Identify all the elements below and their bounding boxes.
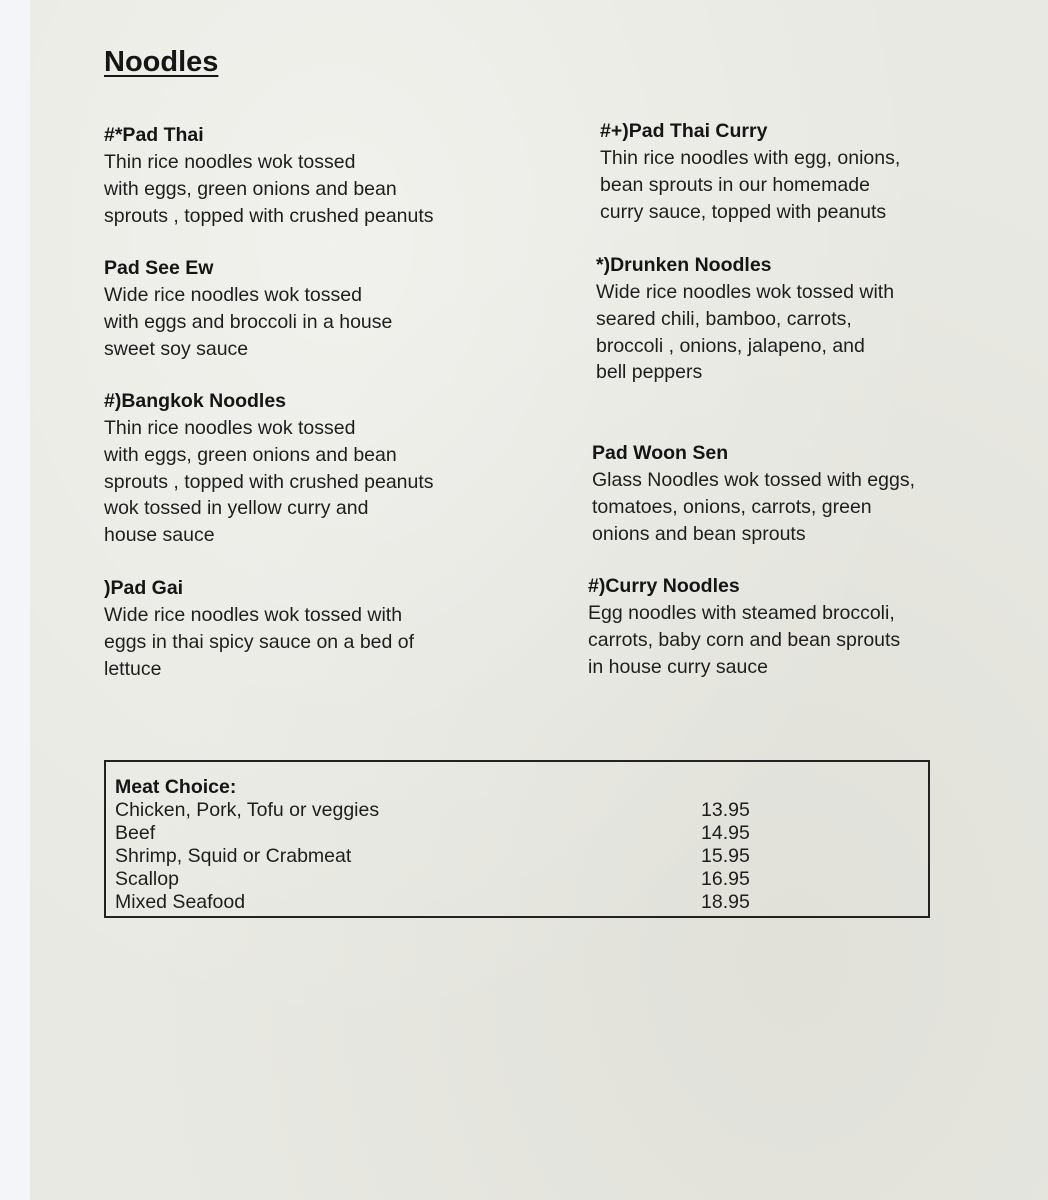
meat-option-name: Chicken, Pork, Tofu or veggies [115,799,380,821]
menu-item-description: Wide rice noodles wok tossed with seared chili, bamboo, carrots, broccoli , onions, jalapeno, and bell peppers [596,281,895,384]
menu-item-curry-noodles [588,573,968,680]
menu-item-name: )Pad Gai [104,577,184,599]
menu-item-description: Wide rice noodles wok tossed with eggs in thai spicy sauce on a bed of lettuce [104,604,415,680]
meat-option-name: Beef [115,822,156,844]
menu-item-drunken-noodles [596,252,976,386]
meat-choice-row [115,845,925,868]
menu-page [30,0,1048,1200]
meat-choice-row [115,868,925,891]
menu-item-description: Wide rice noodles wok tossed with eggs and broccoli in a house sweet soy sauce [104,284,393,360]
meat-option-price: 13.95 [701,799,750,821]
meat-option-price: 14.95 [701,822,750,844]
menu-item-name: #*Pad Thai [104,124,204,146]
menu-item-name: #)Bangkok Noodles [104,390,287,412]
menu-item-name: Pad Woon Sen [592,442,729,464]
meat-choice-box [104,760,930,918]
menu-item-description: Thin rice noodles wok tossed with eggs, green onions and bean sprouts , topped with crushed peanuts [104,151,434,227]
menu-item-pad-woon-sen [592,440,972,547]
page-left-margin [0,0,30,1200]
menu-item-description: Thin rice noodles wok tossed with eggs, green onions and bean sprouts , topped with crushed peanuts wok tossed in yellow curry and house sauce [104,417,434,547]
menu-item-pad-gai [104,575,484,682]
meat-choice-row [115,891,925,914]
meat-option-price: 15.95 [701,845,750,867]
menu-item-description: Egg noodles with steamed broccoli, carrots, baby corn and bean sprouts in house curry sauce [588,602,901,678]
meat-choice-row [115,799,925,822]
menu-item-pad-see-ew [104,255,484,362]
meat-option-name: Mixed Seafood [115,891,246,913]
page-title: Noodles [104,46,219,78]
menu-item-pad-thai-curry [600,118,980,225]
menu-item-name: Pad See Ew [104,257,214,279]
menu-item-pad-thai [104,122,484,229]
menu-item-bangkok-noodles [104,388,484,549]
menu-item-name: #+)Pad Thai Curry [600,120,768,142]
meat-choice-row [115,822,925,845]
menu-item-name: *)Drunken Noodles [596,254,772,276]
meat-option-price: 18.95 [701,891,750,913]
menu-item-description: Glass Noodles wok tossed with eggs, tomatoes, onions, carrots, green onions and bean sprouts [592,469,915,545]
menu-item-description: Thin rice noodles with egg, onions, bean sprouts in our homemade curry sauce, topped with peanuts [600,147,901,223]
meat-choice-title: Meat Choice: [115,776,237,798]
meat-option-name: Scallop [115,868,179,890]
meat-option-price: 16.95 [701,868,750,890]
meat-option-name: Shrimp, Squid or Crabmeat [115,845,352,867]
menu-item-name: #)Curry Noodles [588,575,740,597]
